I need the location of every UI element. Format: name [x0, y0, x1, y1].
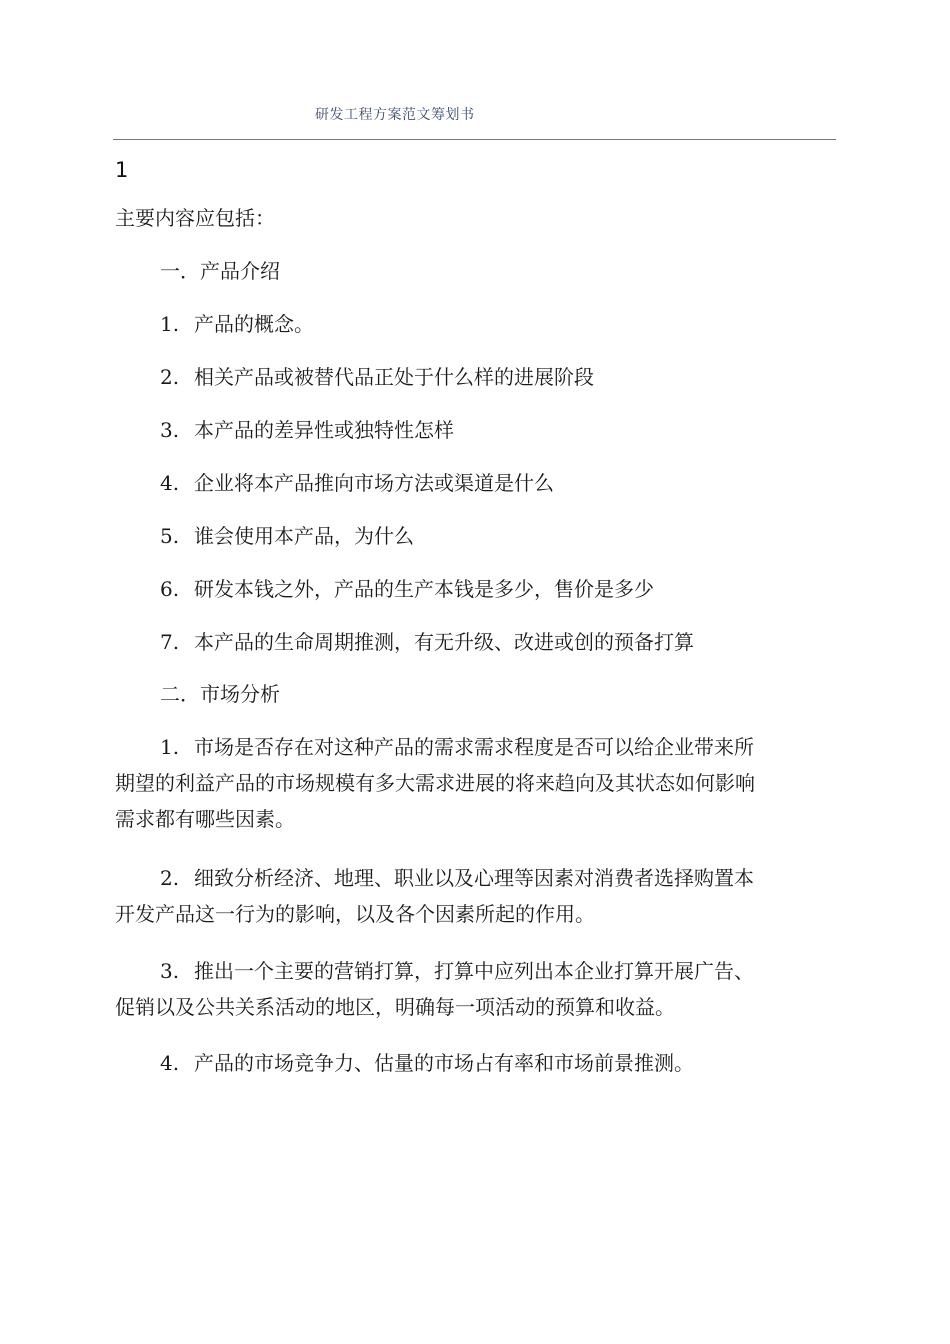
list-item-text: 谁会使用本产品，为什么 [194, 524, 414, 548]
paragraph-number: 1. [160, 735, 180, 759]
list-item [160, 364, 594, 390]
paragraph-text: 产品的市场竞争力、估量的市场占有率和市场前景推测。 [194, 1051, 694, 1075]
list-item-number: 3. [160, 418, 180, 442]
list-item-number: 6. [160, 577, 180, 601]
header-title: 研发工程方案范文筹划书 [315, 107, 475, 123]
list-item-text: 研发本钱之外，产品的生产本钱是多少，售价是多少 [194, 577, 654, 601]
list-item [160, 523, 414, 549]
list-item [160, 417, 454, 443]
paragraph-number: 4. [160, 1051, 180, 1075]
header-divider [113, 139, 836, 140]
list-item-text: 本产品的生命周期推测，有无升级、改进或创的预备打算 [194, 630, 694, 654]
paragraph-line [115, 860, 835, 896]
paragraph-line [115, 1045, 835, 1081]
list-item-number: 1. [160, 312, 180, 336]
list-item-number: 7. [160, 630, 180, 654]
paragraph [115, 860, 835, 932]
paragraph [115, 953, 835, 1025]
paragraph-line: 开发产品这一行为的影响，以及各个因素所起的作用。 [115, 902, 595, 926]
intro-text: 主要内容应包括： [115, 206, 275, 230]
section-heading-market: 二．市场分析 [160, 682, 280, 706]
paragraph-line [115, 953, 835, 989]
list-item-text: 产品的概念。 [194, 312, 314, 336]
list-item [160, 470, 554, 496]
paragraph [115, 1045, 835, 1081]
paragraph-number: 3. [160, 959, 180, 983]
paragraph-line: 期望的利益产品的市场规模有多大需求进展的将来趋向及其状态如何影响 [115, 771, 755, 795]
list-item [160, 629, 694, 655]
paragraph-text: 推出一个主要的营销打算，打算中应列出本企业打算开展广告、 [194, 959, 754, 983]
paragraph [115, 729, 835, 837]
list-item-number: 2. [160, 365, 180, 389]
paragraph-text: 市场是否存在对这种产品的需求需求程度是否可以给企业带来所 [194, 735, 754, 759]
list-item-text: 相关产品或被替代品正处于什么样的进展阶段 [194, 365, 594, 389]
paragraph-text: 细致分析经济、地理、职业以及心理等因素对消费者选择购置本 [194, 866, 754, 890]
paragraph-line: 促销以及公共关系活动的地区，明确每一项活动的预算和收益。 [115, 995, 675, 1019]
section-heading-product: 一．产品介绍 [160, 259, 280, 283]
list-item-text: 企业将本产品推向市场方法或渠道是什么 [194, 471, 554, 495]
list-item [160, 576, 654, 602]
paragraph-line: 需求都有哪些因素。 [115, 807, 295, 831]
list-item-text: 本产品的差异性或独特性怎样 [194, 418, 454, 442]
list-item-number: 4. [160, 471, 180, 495]
page-number: 1 [115, 158, 129, 182]
paragraph-line [115, 729, 835, 765]
list-item [160, 311, 314, 337]
list-item-number: 5. [160, 524, 180, 548]
paragraph-number: 2. [160, 866, 180, 890]
